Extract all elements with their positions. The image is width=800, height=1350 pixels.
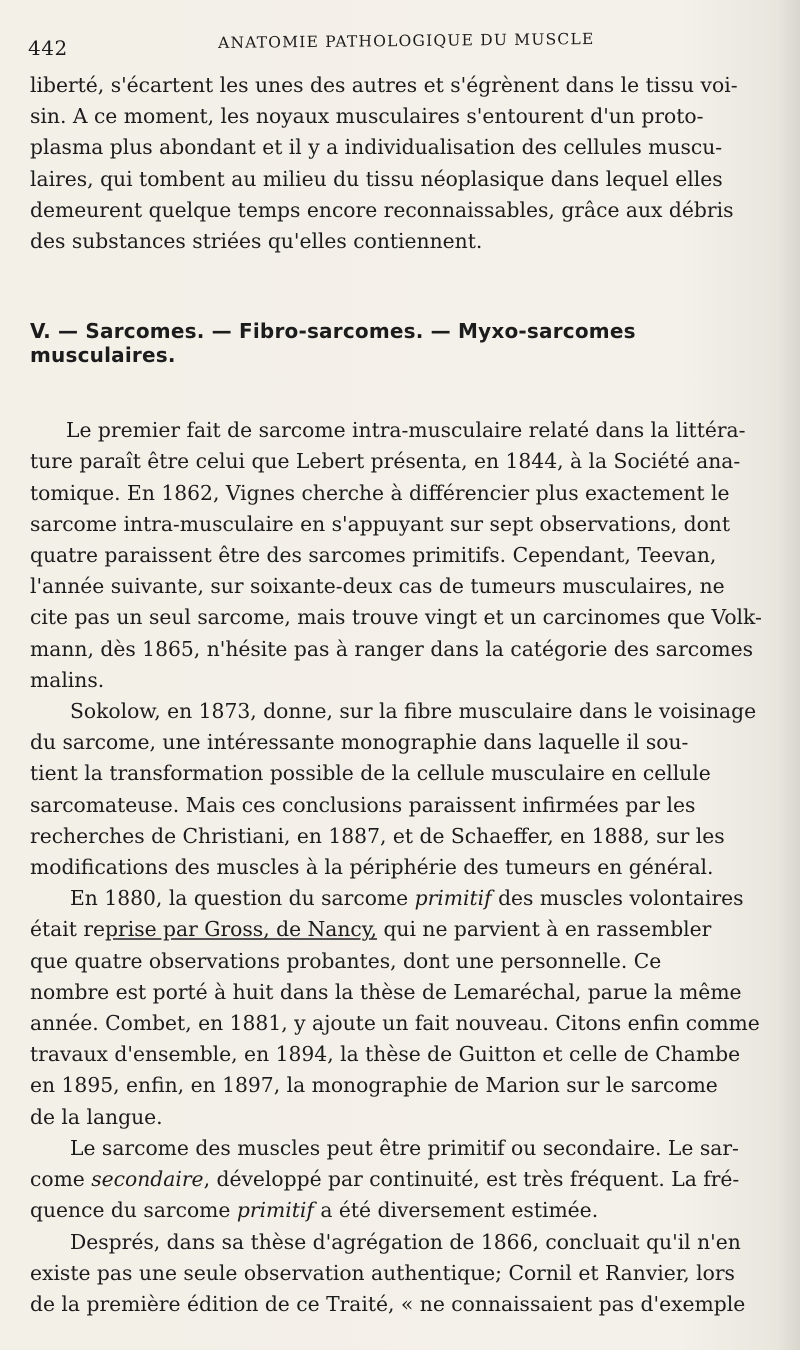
- page-number: 442: [28, 36, 68, 60]
- text-line: mann, dès 1865, n'hésite pas à ranger dans la catégorie des sarcomes: [30, 636, 754, 661]
- text-line: [30, 1195, 770, 1226]
- paragraph: [30, 696, 770, 883]
- text-line: plasma plus abondant et il y a individualisation des cellules muscu-: [30, 135, 723, 160]
- text-line: Le sarcome des muscles peut être primitif ou secondaire. Le sar-: [70, 1135, 739, 1160]
- text-line: cite pas un seul sarcome, mais trouve vingt et un carcinomes que Volk-: [30, 605, 762, 630]
- text-run: a été diversement estimée.: [313, 1198, 599, 1223]
- paragraph: [30, 1133, 770, 1227]
- text-line: Sokolow, en 1873, donne, sur la fibre musculaire dans le voisinage: [70, 699, 757, 724]
- text-line: travaux d'ensemble, en 1894, la thèse de Guitton et celle de Chambe: [30, 1042, 741, 1067]
- text-line: de la langue.: [30, 1104, 163, 1129]
- text-run: come: [30, 1167, 92, 1192]
- text-line: liberté, s'écartent les unes des autres et s'égrènent dans le tissu voi-: [30, 73, 738, 97]
- text-line: recherches de Christiani, en 1887, et de Schaeffer, en 1888, sur les: [30, 823, 725, 848]
- text-line: quatre paraissent être des sarcomes primitifs. Cependant, Teevan,: [30, 543, 717, 568]
- text-line: année. Combet, en 1881, y ajoute un fait nouveau. Citons enfin comme: [30, 1011, 760, 1036]
- section-heading: V. — Sarcomes. — Fibro-sarcomes. — Myxo-sarcomes musculaires.: [30, 319, 636, 368]
- text-run: des muscles volontaires: [491, 886, 744, 911]
- text-line: existe pas une seule observation authentique; Cornil et Ranvier, lors: [30, 1260, 735, 1285]
- italic-text: secondaire: [91, 1167, 204, 1192]
- text-line: en 1895, enfin, en 1897, la monographie de Marion sur le sarcome: [30, 1073, 718, 1098]
- text-line: modifications des muscles à la périphérie des tumeurs en général.: [30, 855, 714, 880]
- text-line: que quatre observations probantes, dont une personnelle. Ce: [30, 948, 662, 973]
- text-line: de la première édition de ce Traité, « ne connaissaient pas d'exemple: [30, 1291, 746, 1316]
- text-line: tient la transformation possible de la cellule musculaire en cellule: [30, 761, 711, 786]
- text-line: nombre est porté à huit dans la thèse de Lemaréchal, parue la même: [30, 979, 742, 1004]
- text-line: laires, qui tombent au milieu du tissu néoplasique dans lequel elles: [30, 166, 723, 191]
- text-line: du sarcome, une intéressante monographie dans laquelle il sou-: [30, 730, 689, 755]
- text-run: , développé par continuité, est très fréquent. La fré-: [203, 1167, 740, 1192]
- page-header: [28, 30, 760, 60]
- italic-text: primitif: [414, 886, 492, 911]
- underlined-text: prise par Gross, de Nancy,: [105, 917, 377, 942]
- paragraph: [30, 1227, 770, 1321]
- text-line: sin. A ce moment, les noyaux musculaires s'entourent d'un proto-: [30, 104, 704, 129]
- italic-text: primitif: [236, 1198, 314, 1223]
- text-line: [30, 883, 770, 914]
- text-line: [30, 914, 770, 945]
- paragraph-continued: [30, 70, 770, 257]
- text-run: quence du sarcome: [30, 1198, 237, 1223]
- text-line: demeurent quelque temps encore reconnaissables, grâce aux débris: [30, 197, 734, 222]
- text-line: sarcome intra-musculaire en s'appuyant sur sept observations, dont: [30, 511, 731, 536]
- body-text: [30, 70, 770, 1320]
- text-line: l'année suivante, sur soixante-deux cas de tumeurs musculaires, ne: [30, 574, 725, 599]
- text-line: Le premier fait de sarcome intra-musculaire relaté dans la littéra-: [66, 418, 746, 443]
- text-run: était re: [30, 917, 106, 942]
- running-title: ANATOMIE PATHOLOGIQUE DU MUSCLE: [217, 30, 595, 52]
- paragraph: [30, 883, 770, 1133]
- text-line: Després, dans sa thèse d'agrégation de 1866, concluait qu'il n'en: [70, 1229, 741, 1254]
- text-run: qui ne parvient à en rassembler: [377, 917, 712, 942]
- text-line: malins.: [30, 667, 105, 692]
- text-line: ture paraît être celui que Lebert présenta, en 1844, à la Société ana-: [30, 449, 741, 474]
- text-line: [30, 1164, 770, 1195]
- text-line: tomique. En 1862, Vignes cherche à différencier plus exactement le: [30, 480, 730, 505]
- text-run: En 1880, la question du sarcome: [70, 886, 415, 911]
- text-line: des substances striées qu'elles contiennent.: [30, 229, 483, 254]
- paragraph: [30, 415, 770, 696]
- text-line: sarcomateuse. Mais ces conclusions paraissent infirmées par les: [30, 792, 696, 817]
